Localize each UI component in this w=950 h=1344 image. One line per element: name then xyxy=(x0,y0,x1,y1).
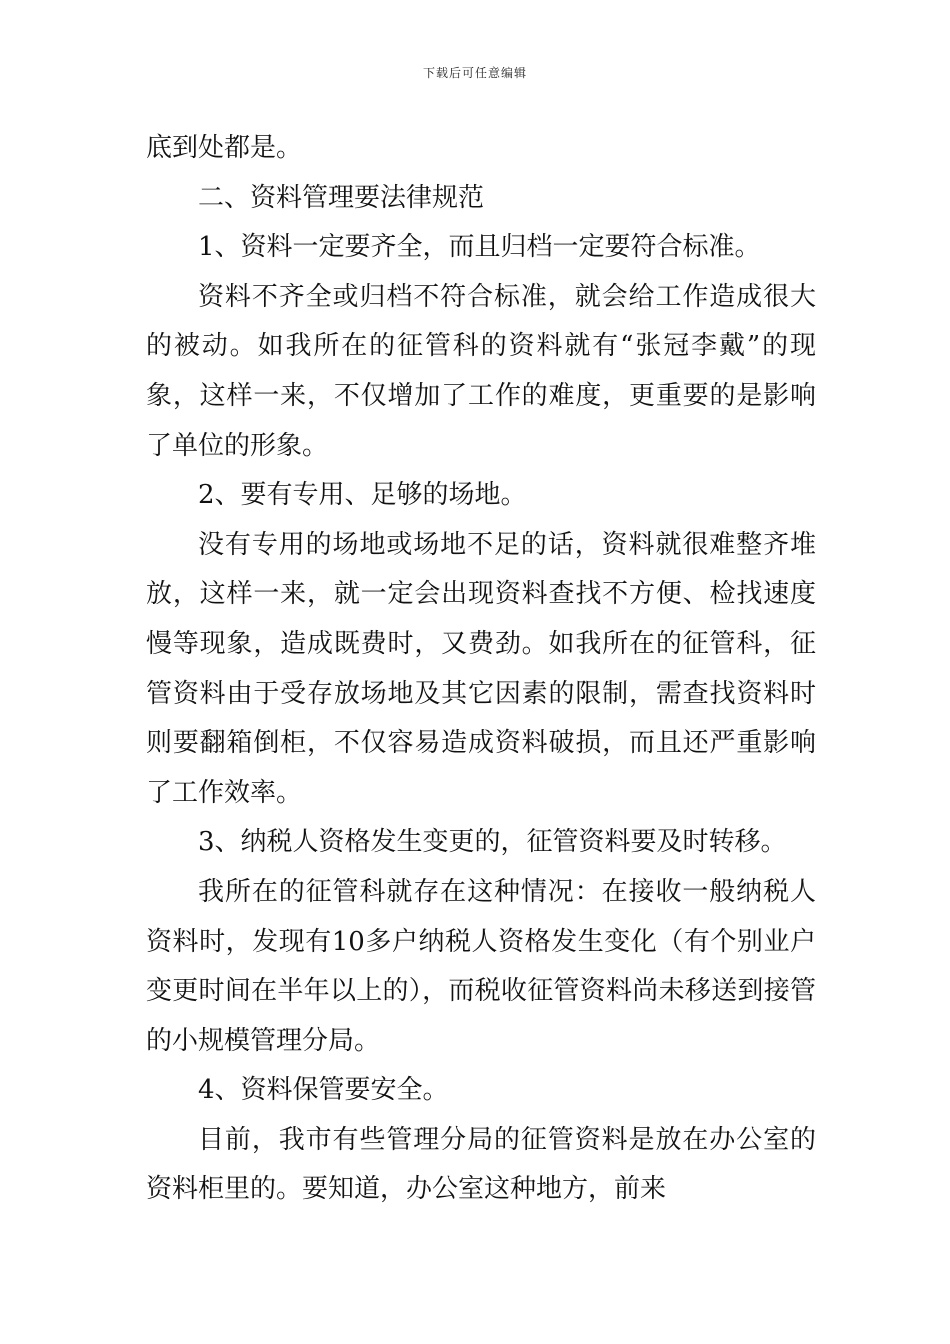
document-body xyxy=(146,124,816,1215)
paragraph-4: 目前，我市有些管理分局的征管资料是放在办公室的资料柜里的。要知道，办公室这种地方，前来 xyxy=(146,1124,816,1205)
subheading-3: 3、纳税人资格发生变更的，征管资料要及时转移。 xyxy=(198,827,787,858)
paragraph-3: 我所在的征管科就存在这种情况：在接收一般纳税人资料时，发现有10多户纳税人资格发生变化（有个别业户变更时间在半年以上的），而税收征管资料尚未移送到接管的小规模管理分局。 xyxy=(146,876,816,1056)
paragraph-continuation: 底到处都是。 xyxy=(146,133,303,163)
paragraph-2: 没有专用的场地或场地不足的话，资料就很难整齐堆放，这样一来，就一定会出现资料查找不方便、检找速度慢等现象，造成既费时，又费劲。如我所在的征管科，征管资料由于受存放场地及其它因素的限制，需查找资料时则要翻箱倒柜，不仅容易造成资料破损，而且还严重影响了工作效率。 xyxy=(146,529,816,808)
section-heading: 二、资料管理要法律规范 xyxy=(198,182,485,213)
subheading-1: 1、资料一定要齐全，而且归档一定要符合标准。 xyxy=(198,232,761,263)
paragraph-1: 资料不齐全或归档不符合标准，就会给工作造成很大的被动。如我所在的征管科的资料就有“张冠李戴”的现象，这样一来，不仅增加了工作的难度，更重要的是影响了单位的形象。 xyxy=(146,281,816,461)
page-header: 下载后可任意编辑 xyxy=(422,66,527,80)
subheading-2: 2、要有专用、足够的场地。 xyxy=(198,480,527,511)
subheading-4: 4、资料保管要安全。 xyxy=(198,1075,449,1106)
